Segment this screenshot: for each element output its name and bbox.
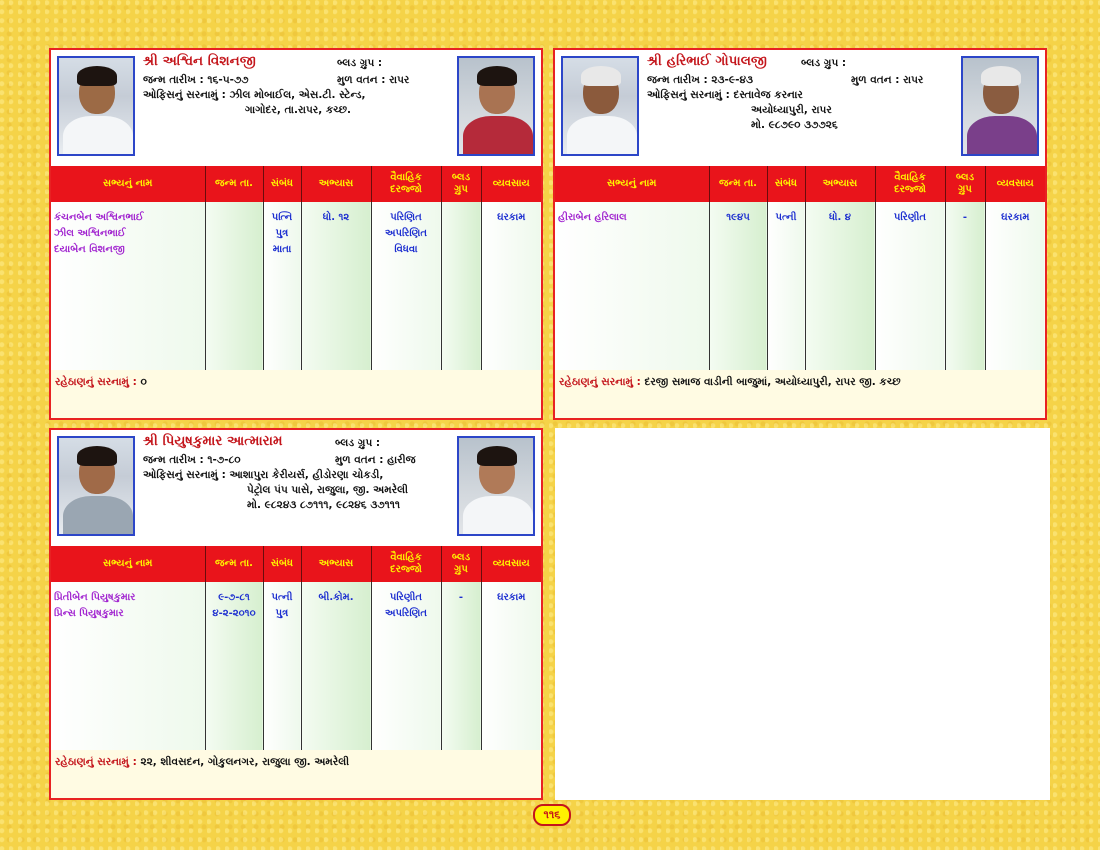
- col-name: સભ્યનું નામ: [51, 546, 205, 582]
- member-names-cell: [51, 582, 205, 750]
- relation: પત્ની: [775, 212, 797, 223]
- study-cell: [805, 202, 875, 370]
- study: ધો. ૧૨: [322, 212, 350, 223]
- office-line: મો. ૯૮૭૯૦ ૩૭૭૨૬: [751, 119, 838, 131]
- marital: પરિણીત: [893, 212, 927, 223]
- col-study: અભ્યાસ: [301, 166, 371, 202]
- member-name: પ્રિન્સ પિયુષકુમાર: [54, 608, 124, 619]
- col-name: સભ્યનું નામ: [555, 166, 709, 202]
- native-place: રાપર: [903, 74, 924, 86]
- birth-date: ૧-૭-૮૦: [207, 454, 241, 466]
- office-label: ઓફિસનું સરનામું :: [143, 89, 226, 101]
- native-label: મુળ વતન :: [337, 74, 386, 86]
- col-birth: જન્મ તા.: [709, 166, 767, 202]
- residence-value: ૨૨, શીવસદન, ગોકુલનગર, રાજુલા જી. અમરેલી: [140, 756, 350, 768]
- card-header: [51, 430, 541, 546]
- marital-cell: [371, 202, 441, 370]
- native-label: મુળ વતન :: [335, 454, 384, 466]
- birth-label: જન્મ તારીખ :: [647, 74, 708, 86]
- col-occupation: વ્યવસાય: [481, 166, 541, 202]
- marital: અપરિણિત: [384, 228, 428, 239]
- birth-label: જન્મ તારીખ :: [143, 74, 204, 86]
- residence-address: [55, 756, 349, 769]
- birth: ૯-૭-૮૧: [218, 592, 250, 603]
- col-blood: બ્લડ ગ્રુપ: [945, 166, 985, 202]
- birth: ૪-૨-૨૦૧૦: [212, 608, 256, 619]
- head-name: શ્રી પિયુષકુમાર આત્મારામ: [143, 433, 283, 449]
- relation-cell: [767, 202, 805, 370]
- col-birth: જન્મ તા.: [205, 166, 263, 202]
- col-occupation: વ્યવસાય: [985, 166, 1045, 202]
- col-study: અભ્યાસ: [301, 546, 371, 582]
- blood-cell: [441, 582, 481, 750]
- study-cell: [301, 582, 371, 750]
- members-table: [555, 166, 1045, 370]
- marital: વિધવા: [394, 244, 418, 255]
- office-label: ઓફિસનું સરનામું :: [143, 469, 226, 481]
- head-name: શ્રી અશ્વિન વિશનજી: [143, 53, 256, 69]
- relation: પુત્ર: [275, 228, 289, 239]
- office-line: અયોધ્યાપુરી, રાપર: [751, 104, 832, 116]
- blood-cell: [441, 202, 481, 370]
- blood-label: બ્લડ ગ્રુપ :: [335, 437, 381, 449]
- residence-label: રહેઠાણનું સરનામું :: [55, 376, 137, 388]
- card-header: [51, 50, 541, 166]
- members-table: [51, 166, 541, 370]
- relation-cell: [263, 202, 301, 370]
- member-name: દયાબેન વિશનજી: [54, 244, 125, 255]
- col-relation: સંબંધ: [263, 546, 301, 582]
- spouse-photo: [457, 436, 535, 536]
- occupation: ઘરકામ: [497, 212, 526, 223]
- spouse-photo: [457, 56, 535, 156]
- member-name: ઝીલ અશ્વિનભાઈ: [54, 228, 126, 239]
- native-place: રાપર: [389, 74, 410, 86]
- office-line: ઝીલ મોબાઈલ, એસ.ટી. સ્ટેન્ડ,: [229, 89, 366, 101]
- family-card: [49, 428, 543, 800]
- col-marital: વૈવાહિક દરજ્જો: [371, 546, 441, 582]
- member-photo: [561, 56, 639, 156]
- marital: પરિણિત: [390, 212, 422, 223]
- birth: ૧૯૪૫: [726, 212, 750, 223]
- marital-cell: [371, 582, 441, 750]
- member-names-cell: [51, 202, 205, 370]
- member-photo: [57, 56, 135, 156]
- page-number: ૧૧૬: [533, 804, 571, 826]
- office-line: મો. ૯૮૨૪૩ ૮૭૧૧૧, ૯૮૨૪૬ ૩૭૧૧૧: [247, 499, 401, 511]
- col-birth: જન્મ તા.: [205, 546, 263, 582]
- native-place: હારીજ: [387, 454, 416, 466]
- col-relation: સંબંધ: [767, 166, 805, 202]
- blood-label: બ્લડ ગ્રુપ :: [801, 57, 847, 69]
- family-card: [553, 48, 1047, 420]
- relation: પુત્ર: [275, 608, 289, 619]
- birth-cell: [205, 202, 263, 370]
- members-table: [51, 546, 541, 750]
- marital: પરિણીત: [389, 592, 423, 603]
- col-name: સભ્યનું નામ: [51, 166, 205, 202]
- birth-cell: [709, 202, 767, 370]
- table-row: [51, 582, 541, 750]
- birth-label: જન્મ તારીખ :: [143, 454, 204, 466]
- office-label: ઓફિસનું સરનામું :: [647, 89, 730, 101]
- col-marital: વૈવાહિક દરજ્જો: [875, 166, 945, 202]
- col-blood: બ્લડ ગ્રુપ: [441, 166, 481, 202]
- relation: માતા: [272, 244, 292, 255]
- occupation-cell: [481, 582, 541, 750]
- col-marital: વૈવાહિક દરજ્જો: [371, 166, 441, 202]
- empty-panel: [555, 428, 1050, 800]
- relation: પત્ની: [271, 592, 293, 603]
- member-photo: [57, 436, 135, 536]
- birth-date: ૧૬-૫-૭૭: [207, 74, 249, 86]
- col-study: અભ્યાસ: [805, 166, 875, 202]
- card-header: [555, 50, 1045, 166]
- col-relation: સંબંધ: [263, 166, 301, 202]
- occupation: ઘરકામ: [1001, 212, 1030, 223]
- office-line: ગાગોદર, તા.રાપર, કચ્છ.: [245, 104, 352, 116]
- spouse-photo: [961, 56, 1039, 156]
- native-label: મુળ વતન :: [851, 74, 900, 86]
- study: બી.કોમ.: [318, 592, 354, 603]
- col-blood: બ્લડ ગ્રુપ: [441, 546, 481, 582]
- head-name: શ્રી હરિભાઈ ગોપાલજી: [647, 53, 767, 69]
- occupation-cell: [481, 202, 541, 370]
- blood-group: -: [458, 592, 464, 603]
- residence-value: ૦: [140, 376, 147, 388]
- residence-address: [559, 376, 901, 389]
- residence-label: રહેઠાણનું સરનામું :: [55, 756, 137, 768]
- blood-label: બ્લડ ગ્રુપ :: [337, 57, 383, 69]
- study: ધો. ૪: [829, 212, 851, 223]
- residence-label: રહેઠાણનું સરનામું :: [559, 376, 641, 388]
- relation: પત્નિ: [271, 212, 293, 223]
- marital: અપરિણિત: [384, 608, 428, 619]
- residence-value: દરજી સમાજ વાડીની બાજુમાં, અયોધ્યાપુરી, રાપર જી. કચ્છ: [644, 376, 901, 388]
- office-line: આશાપુરા કેરીયર્સ, હીડોરણા ચોકડી,: [229, 469, 384, 481]
- blood-group: -: [962, 212, 968, 223]
- occupation: ઘરકામ: [497, 592, 526, 603]
- member-name: પ્રિતીબેન પિયુષકુમાર: [54, 592, 136, 603]
- birth-cell: [205, 582, 263, 750]
- blood-cell: [945, 202, 985, 370]
- relation-cell: [263, 582, 301, 750]
- study-cell: [301, 202, 371, 370]
- member-name: હીરાબેન હરિલાલ: [558, 212, 627, 223]
- marital-cell: [875, 202, 945, 370]
- residence-address: [55, 376, 147, 389]
- table-row: [51, 202, 541, 370]
- col-occupation: વ્યવસાય: [481, 546, 541, 582]
- member-name: કંચનબેન અશ્વિનભાઈ: [54, 212, 144, 223]
- family-card: [49, 48, 543, 420]
- table-row: [555, 202, 1045, 370]
- office-line: પેટ્રોલ પંપ પાસે, રાજુલા, જી. અમરેલી: [247, 484, 409, 496]
- member-names-cell: [555, 202, 709, 370]
- occupation-cell: [985, 202, 1045, 370]
- office-line: દસ્તાવેજ કરનાર: [733, 89, 803, 101]
- birth-date: ૨૩-૯-૪૩: [711, 74, 753, 86]
